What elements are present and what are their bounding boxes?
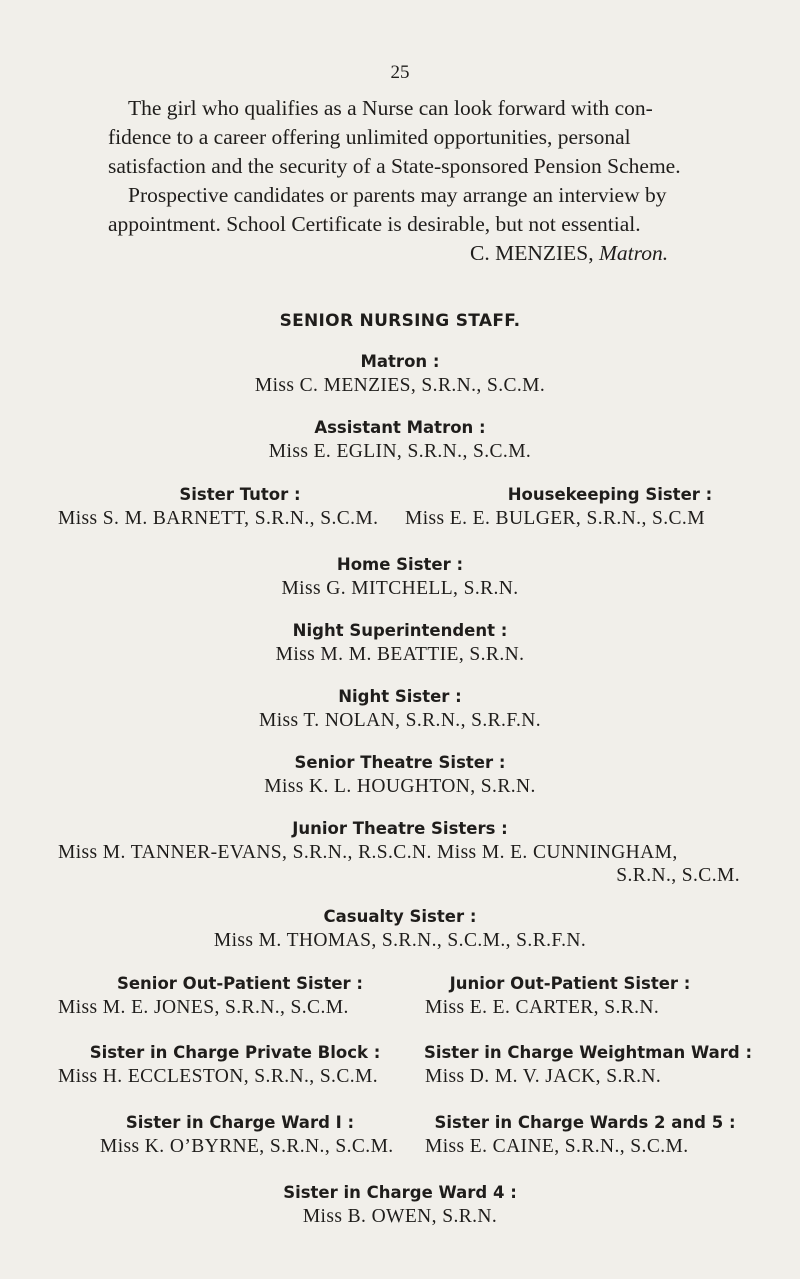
night-superintendent-title: Night Superintendent : — [292, 621, 508, 640]
home-sister-title: Home Sister : — [336, 555, 464, 574]
matron-title: Matron : — [360, 352, 440, 371]
casualty-sister-title: Casualty Sister : — [323, 907, 477, 926]
senior-outpatient-sister-title: Senior Out-Patient Sister : — [116, 974, 364, 993]
home-sister-name: Miss G. MITCHELL, S.R.N. — [281, 578, 519, 599]
housekeeping-sister-name: Miss E. E. BULGER, S.R.N., S.C.M — [405, 508, 705, 529]
night-sister-name: Miss T. NOLAN, S.R.N., S.R.F.N. — [258, 710, 542, 731]
junior-theatre-sisters-title: Junior Theatre Sisters : — [292, 819, 508, 838]
intro-paragraph-1 — [108, 94, 698, 181]
sister-tutor-name: Miss S. M. BARNETT, S.R.N., S.C.M. — [58, 508, 379, 529]
signature-name: C. MENZIES, — [470, 241, 594, 265]
intro-paragraph-2 — [108, 181, 708, 239]
senior-theatre-sister-title: Senior Theatre Sister : — [294, 753, 506, 772]
private-block-sister-name: Miss H. ECCLESTON, S.R.N., S.C.M. — [58, 1066, 379, 1087]
ward-4-sister-name: Miss B. OWEN, S.R.N. — [302, 1206, 498, 1227]
ward-1-sister-name: Miss K. O’BYRNE, S.R.N., S.C.M. — [100, 1136, 394, 1157]
junior-theatre-sisters-names: Miss M. TANNER-EVANS, S.R.N., R.S.C.N. Miss M. E. CUNNINGHAM, — [58, 842, 678, 863]
sister-tutor-title: Sister Tutor : — [179, 485, 301, 504]
night-sister-title: Night Sister : — [338, 687, 462, 706]
senior-outpatient-sister-name: Miss M. E. JONES, S.R.N., S.C.M. — [58, 997, 349, 1018]
night-superintendent-name: Miss M. M. BEATTIE, S.R.N. — [275, 644, 525, 665]
private-block-sister-title: Sister in Charge Private Block : — [89, 1043, 381, 1062]
signature — [470, 241, 668, 266]
text-line: The girl who qualifies as a Nurse can look forward with con- — [128, 96, 653, 120]
text-line: fidence to a career offering unlimited opportunities, personal — [108, 125, 631, 149]
page-number: 25 — [390, 62, 410, 83]
senior-theatre-sister-name: Miss K. L. HOUGHTON, S.R.N. — [264, 776, 536, 797]
junior-outpatient-sister-name: Miss E. E. CARTER, S.R.N. — [425, 997, 660, 1018]
assistant-matron-name: Miss E. EGLIN, S.R.N., S.C.M. — [268, 441, 532, 462]
junior-theatre-sisters-names-cont: S.R.N., S.C.M. — [616, 865, 740, 886]
text-line: Prospective candidates or parents may arrange an interview by — [128, 183, 667, 207]
matron-name: Miss C. MENZIES, S.R.N., S.C.M. — [254, 375, 546, 396]
wards-2-5-sister-name: Miss E. CAINE, S.R.N., S.C.M. — [425, 1136, 689, 1157]
weightman-ward-sister-name: Miss D. M. V. JACK, S.R.N. — [425, 1066, 662, 1087]
weightman-ward-sister-title: Sister in Charge Weightman Ward : — [423, 1043, 753, 1062]
text-line: satisfaction and the security of a State-sponsored Pension Scheme. — [108, 154, 681, 178]
casualty-sister-name: Miss M. THOMAS, S.R.N., S.C.M., S.R.F.N. — [213, 930, 587, 951]
staff-heading: SENIOR NURSING STAFF. — [279, 311, 521, 331]
ward-1-sister-title: Sister in Charge Ward I : — [125, 1113, 355, 1132]
signature-role: Matron. — [599, 241, 669, 265]
assistant-matron-title: Assistant Matron : — [314, 418, 486, 437]
wards-2-5-sister-title: Sister in Charge Wards 2 and 5 : — [434, 1113, 736, 1132]
text-line: appointment. School Certificate is desirable, but not essential. — [108, 212, 641, 236]
ward-4-sister-title: Sister in Charge Ward 4 : — [283, 1183, 517, 1202]
housekeeping-sister-title: Housekeeping Sister : — [507, 485, 713, 504]
junior-outpatient-sister-title: Junior Out-Patient Sister : — [449, 974, 691, 993]
